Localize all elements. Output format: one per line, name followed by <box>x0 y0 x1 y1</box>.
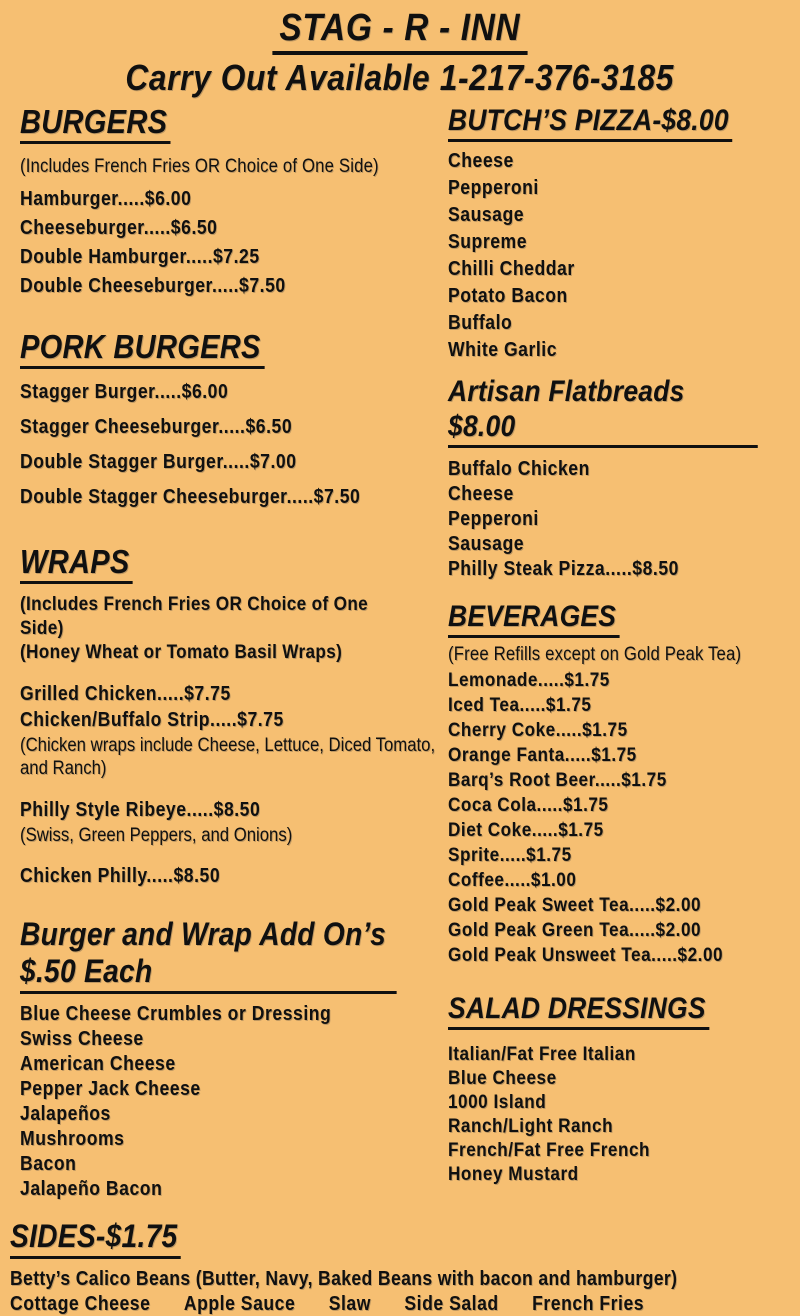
menu-item: Chicken/Buffalo Strip.....$7.75 <box>20 709 284 731</box>
wraps-notes <box>20 592 448 664</box>
flatbreads-items <box>448 457 800 582</box>
menu-item: Cheese <box>448 483 514 505</box>
menu-item: Jalapeños <box>20 1103 111 1125</box>
pizza-heading: BUTCH’S PIZZA-$8.00 <box>448 103 732 142</box>
beverages-note: (Free Refills except on Gold Peak Tea) <box>448 644 742 665</box>
menu-item: Ranch/Light Ranch <box>448 1115 614 1137</box>
restaurant-name: STAG - R - INN <box>272 6 527 55</box>
menu-item: Cottage Cheese <box>10 1293 151 1315</box>
wraps-note-ribeye-includes: (Swiss, Green Peppers, and Onions) <box>20 825 293 846</box>
menu-item: Mushrooms <box>20 1128 125 1150</box>
sides-beans-line: Betty’s Calico Beans (Butter, Navy, Baked Beans with bacon and hamburger) <box>10 1268 678 1290</box>
menu-item: Bacon <box>20 1153 77 1175</box>
menu-item: 1000 Island <box>448 1091 547 1113</box>
carryout-phone-line: Carry Out Available 1-217-376-3185 <box>125 57 675 98</box>
menu-item: Potato Bacon <box>448 285 568 307</box>
menu-item: Sprite.....$1.75 <box>448 844 572 866</box>
section-wraps <box>20 543 448 889</box>
left-column <box>0 103 448 1202</box>
wraps-group-ribeye <box>20 797 448 847</box>
menu-item: Italian/Fat Free Italian <box>448 1043 636 1065</box>
menu-item: Cheeseburger.....$6.50 <box>20 217 218 239</box>
addons-items <box>20 1002 448 1202</box>
menu-item: Orange Fanta.....$1.75 <box>448 744 637 766</box>
menu-item: Supreme <box>448 231 528 253</box>
menu-item: Chilli Cheddar <box>448 258 575 280</box>
addons-heading: Burger and Wrap Add On’s $.50 Each <box>20 916 397 994</box>
sides-row <box>10 1292 705 1316</box>
menu-item: Lemonade.....$1.75 <box>448 669 610 691</box>
wraps-note-breads: (Honey Wheat or Tomato Basil Wraps) <box>20 641 343 663</box>
menu-item: Blue Cheese Crumbles or Dressing <box>20 1003 332 1025</box>
menu-item: Blue Cheese <box>448 1067 557 1089</box>
menu-item: Slaw <box>328 1293 371 1315</box>
menu-item: Chicken Philly.....$8.50 <box>20 865 221 887</box>
menu-item: Sausage <box>448 533 525 555</box>
menu-item: Pepperoni <box>448 177 539 199</box>
menu-item: Double Hamburger.....$7.25 <box>20 246 260 268</box>
salad-dressings-heading: SALAD DRESSINGS <box>448 991 709 1030</box>
burgers-note: (Includes French Fries OR Choice of One Side) <box>20 156 379 177</box>
menu-item: Stagger Burger.....$6.00 <box>20 381 229 403</box>
menu-item: Double Stagger Burger.....$7.00 <box>20 451 297 473</box>
menu-item: French Fries <box>532 1293 645 1315</box>
beverages-heading: BEVERAGES <box>448 599 620 638</box>
menu-item: Pepperoni <box>448 508 539 530</box>
menu-item: White Garlic <box>448 339 558 361</box>
menu-item: Coca Cola.....$1.75 <box>448 794 609 816</box>
menu-item: French/Fat Free French <box>448 1139 651 1161</box>
menu-item: Swiss Cheese <box>20 1028 144 1050</box>
menu-item: Buffalo Chicken <box>448 458 590 480</box>
menu-item: Iced Tea.....$1.75 <box>448 694 592 716</box>
right-column <box>448 103 800 1202</box>
section-pork-burgers <box>20 328 448 515</box>
section-pizza <box>448 103 800 364</box>
section-burgers <box>20 103 448 301</box>
menu-item: Sausage <box>448 204 525 226</box>
wraps-note-sides: (Includes French Fries OR Choice of One Side) <box>20 593 369 639</box>
menu-item: Cheese <box>448 150 514 172</box>
wraps-group-philly <box>20 863 448 889</box>
pork-burgers-items <box>20 375 448 515</box>
menu-item: Cherry Coke.....$1.75 <box>448 719 628 741</box>
menu-item: Diet Coke.....$1.75 <box>448 819 604 841</box>
menu-item: Buffalo <box>448 312 513 334</box>
menu-item: Double Cheeseburger.....$7.50 <box>20 275 286 297</box>
sides-heading: SIDES-$1.75 <box>10 1218 181 1259</box>
menu-item: Side Salad <box>404 1293 499 1315</box>
menu-item: Gold Peak Green Tea.....$2.00 <box>448 919 702 941</box>
burgers-heading: BURGERS <box>20 103 171 144</box>
menu-item: Barq’s Root Beer.....$1.75 <box>448 769 667 791</box>
menu-item: Philly Steak Pizza.....$8.50 <box>448 558 679 580</box>
pork-burgers-heading: PORK BURGERS <box>20 328 264 369</box>
section-flatbreads <box>448 374 800 582</box>
flatbreads-heading: Artisan Flatbreads $8.00 <box>448 374 758 448</box>
menu-columns <box>0 103 800 1202</box>
menu-item: Honey Mustard <box>448 1163 579 1185</box>
menu-item: Coffee.....$1.00 <box>448 869 577 891</box>
menu-item: Gold Peak Unsweet Tea.....$2.00 <box>448 944 724 966</box>
pizza-items <box>448 148 800 364</box>
wraps-group-chicken <box>20 681 448 780</box>
menu-item: Hamburger.....$6.00 <box>20 188 192 210</box>
menu-item: Jalapeño Bacon <box>20 1178 163 1200</box>
menu-item: Gold Peak Sweet Tea.....$2.00 <box>448 894 702 916</box>
menu-item: Pepper Jack Cheese <box>20 1078 201 1100</box>
wraps-note-chicken-includes: (Chicken wraps include Cheese, Lettuce, Diced Tomato, and Ranch) <box>20 735 436 779</box>
beverages-items <box>448 668 800 968</box>
menu-item: Grilled Chicken.....$7.75 <box>20 683 231 705</box>
section-addons <box>20 916 448 1202</box>
section-salad-dressings <box>448 991 800 1186</box>
burgers-items <box>20 185 448 301</box>
section-sides <box>10 1218 800 1316</box>
menu-item: Philly Style Ribeye.....$8.50 <box>20 799 261 821</box>
section-beverages <box>448 599 800 968</box>
menu-item: Double Stagger Cheeseburger.....$7.50 <box>20 486 361 508</box>
menu-item: American Cheese <box>20 1053 176 1075</box>
salad-dressings-items <box>448 1042 800 1186</box>
wraps-heading: WRAPS <box>20 543 133 584</box>
menu-item: Apple Sauce <box>183 1293 296 1315</box>
header <box>0 0 800 99</box>
menu-item: Stagger Cheeseburger.....$6.50 <box>20 416 293 438</box>
